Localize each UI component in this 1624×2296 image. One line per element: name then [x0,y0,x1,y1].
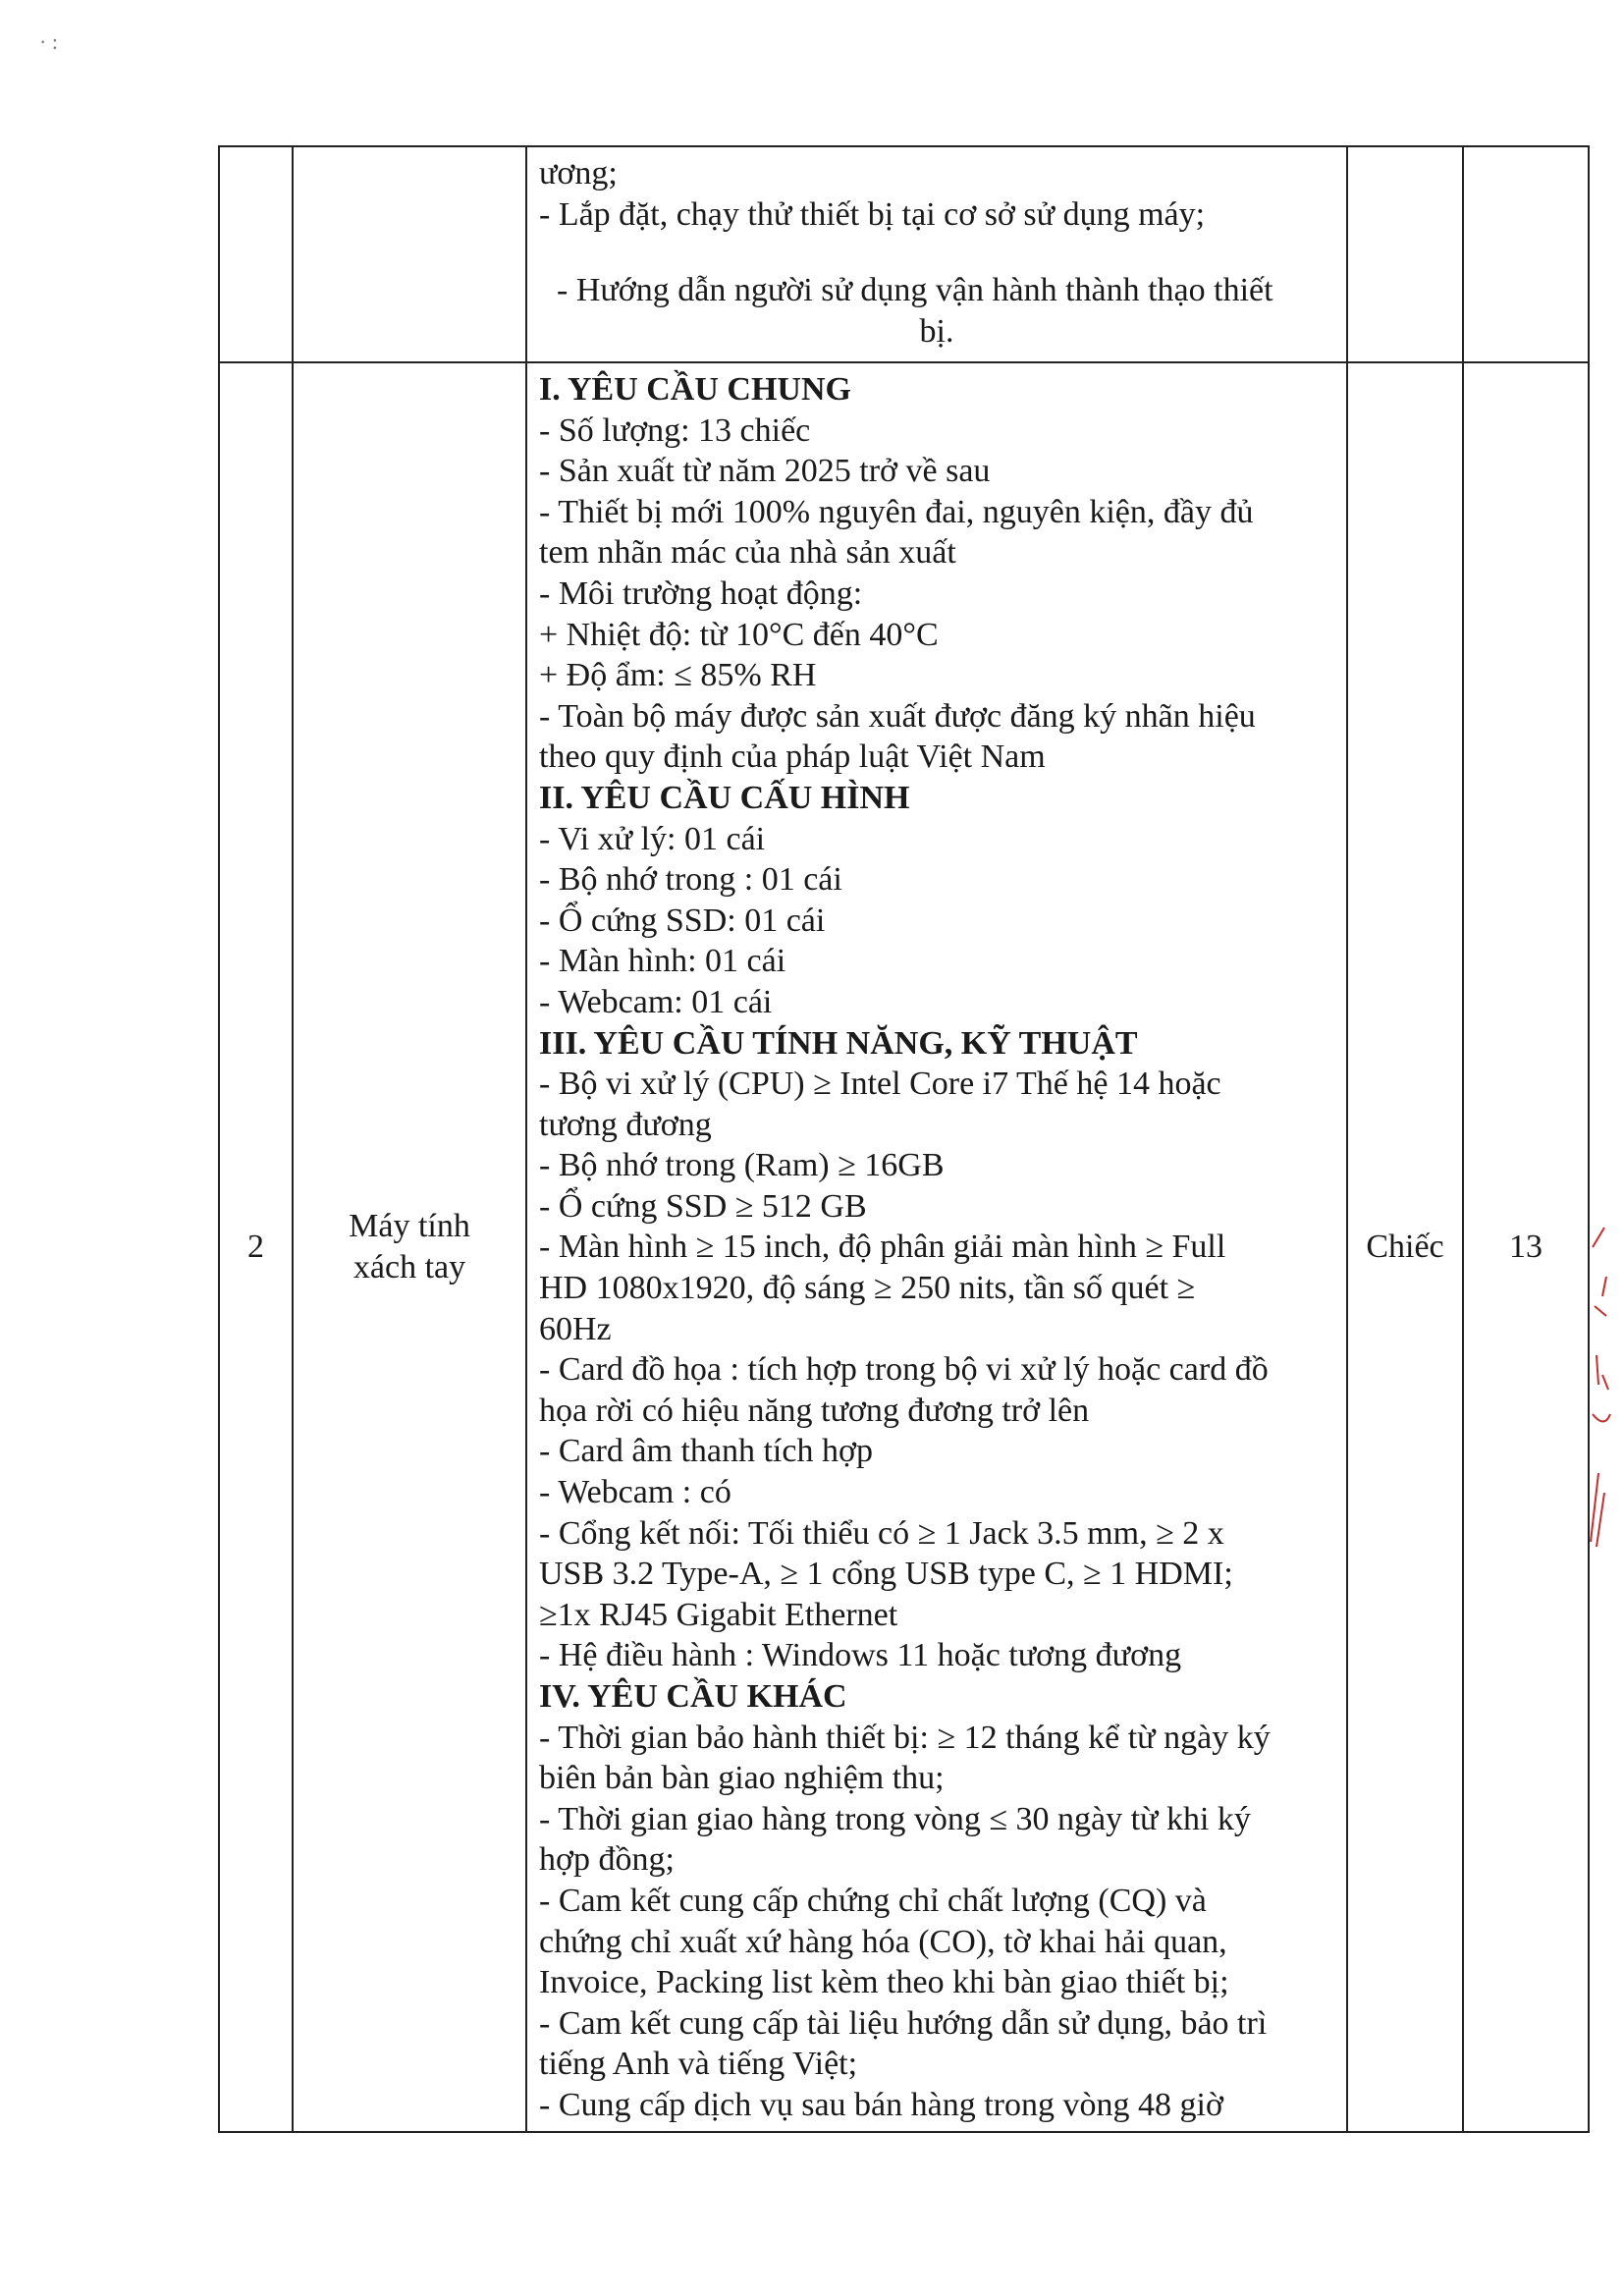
spec-list [527,363,1346,2126]
red-pen-mark [1585,1218,1614,1552]
spec-line: hợp đồng; [539,1841,675,1879]
spec-line: họa rời có hiệu năng tương đương trở lên [539,1392,1090,1429]
spec-section-heading: I. YÊU CẦU CHUNG [539,371,851,408]
cell-spec-continuation [526,146,1347,362]
cell-item-qty [1463,362,1589,2132]
cell-name-empty [293,146,526,362]
spec-line: - Bộ nhớ trong (Ram) ≥ 16GB [539,1147,945,1184]
spacer [539,235,1334,270]
spec-line: ương; [539,155,618,191]
spec-line: bị. [919,312,954,350]
spec-table [218,145,1590,2133]
table-row-continuation [219,146,1589,362]
spec-line: - Thiết bị mới 100% nguyên đai, nguyên kiện, đầy đủ [539,493,1254,530]
spec-line: 60Hz [539,1310,612,1347]
item-name-line: xách tay [352,1249,466,1285]
spec-line: - Bộ nhớ trong : 01 cái [539,861,842,899]
item-quantity: 13 [1509,1229,1543,1265]
spec-line: - Hướng dẫn người sử dụng vận hành thành thạo thiết [557,272,1273,309]
spec-line: - Webcam: 01 cái [539,983,773,1020]
scan-mark: · : [39,29,58,54]
spec-line: + Nhiệt độ: từ 10°C đến 40°C [539,616,939,653]
spec-line: + Độ ẩm: ≤ 85% RH [539,657,817,694]
spec-section-heading: IV. YÊU CẦU KHÁC [539,1678,847,1715]
item-no: 2 [247,1229,264,1265]
cell-unit-empty [1347,146,1463,362]
spec-line: - Webcam : có [539,1474,731,1511]
spec-line: tem nhãn mác của nhà sản xuất [539,534,956,572]
spec-line: - Ổ cứng SSD: 01 cái [539,902,826,939]
cell-qty-empty [1463,146,1589,362]
item-name-line: Máy tính [349,1208,470,1244]
spec-line: - Toàn bộ máy được sản xuất được đăng ký nhãn hiệu [539,697,1256,735]
spec-line: ≥1x RJ45 Gigabit Ethernet [539,1596,898,1633]
spec-line: - Card âm thanh tích hợp [539,1433,873,1470]
cell-item-name [293,362,526,2132]
spec-section-heading: III. YÊU CẦU TÍNH NĂNG, KỸ THUẬT [539,1024,1138,1062]
spec-line: - Cổng kết nối: Tối thiểu có ≥ 1 Jack 3.5 mm, ≥ 2 x [539,1514,1224,1552]
spec-line: - Môi trường hoạt động: [539,574,863,612]
cell-item-no [219,362,293,2132]
spec-line: - Màn hình ≥ 15 inch, độ phân giải màn hình ≥ Full [539,1229,1226,1266]
spec-line: - Card đồ họa : tích hợp trong bộ vi xử lý hoặc card đồ [539,1351,1269,1389]
spec-line: - Cam kết cung cấp tài liệu hướng dẫn sử dụng, bảo trì [539,2004,1268,2042]
cell-no-empty [219,146,293,362]
spec-line: - Hệ điều hành : Windows 11 hoặc tương đương [539,1637,1182,1674]
spec-line: chứng chỉ xuất xứ hàng hóa (CO), tờ khai hải quan, [539,1923,1227,1960]
cell-item-unit [1347,362,1463,2132]
cell-item-spec [526,362,1347,2132]
spec-line: - Cam kết cung cấp chứng chỉ chất lượng (CQ) và [539,1882,1207,1919]
spec-line: - Ổ cứng SSD ≥ 512 GB [539,1187,867,1225]
spec-line: - Bộ vi xử lý (CPU) ≥ Intel Core i7 Thế hệ 14 hoặc [539,1066,1221,1103]
table-row-item [219,362,1589,2132]
spec-line: - Vi xử lý: 01 cái [539,820,766,857]
spec-line: tương đương [539,1106,712,1143]
spec-table-wrap [218,145,1590,2133]
spec-line: biên bản bàn giao nghiệm thu; [539,1760,945,1797]
spec-line: Invoice, Packing list kèm theo khi bàn giao thiết bị; [539,1964,1229,2001]
spec-line: - Thời gian bảo hành thiết bị: ≥ 12 tháng kể từ ngày ký [539,1719,1271,1756]
spec-section-heading: II. YÊU CẦU CẤU HÌNH [539,779,910,816]
spec-line: - Cung cấp dịch vụ sau bán hàng trong vòng 48 giờ [539,2086,1223,2123]
spec-line: HD 1080x1920, độ sáng ≥ 250 nits, tần số quét ≥ [539,1270,1196,1307]
item-unit: Chiếc [1366,1229,1444,1265]
spec-line: - Lắp đặt, chạy thử thiết bị tại cơ sở sử dụng máy; [539,195,1206,233]
spec-line: - Thời gian giao hàng trong vòng ≤ 30 ngày từ khi ký [539,1800,1251,1837]
spec-line: tiếng Anh và tiếng Việt; [539,2046,858,2083]
spec-line: - Số lượng: 13 chiếc [539,411,811,449]
spec-line: USB 3.2 Type-A, ≥ 1 cổng USB type C, ≥ 1 HDMI; [539,1556,1233,1593]
spec-line: - Màn hình: 01 cái [539,943,786,980]
spec-line: theo quy định của pháp luật Việt Nam [539,738,1046,776]
spec-line: - Sản xuất từ năm 2025 trở về sau [539,453,991,490]
